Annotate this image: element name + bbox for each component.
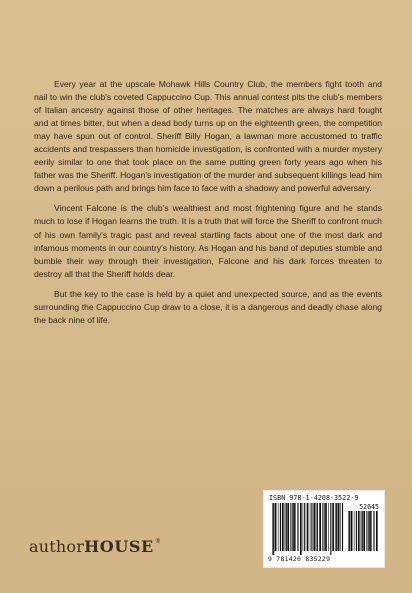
price-code: 52645 — [359, 503, 379, 511]
isbn-text: ISBN 978-1-4208-3522-9 — [269, 494, 359, 502]
publisher-logo — [29, 537, 161, 556]
addon-barcode-bars-icon — [348, 511, 378, 555]
barcode-number: 9 781420 835229 — [268, 555, 331, 563]
barcode-bars-icon — [272, 503, 344, 555]
blurb-paragraph-2: Vincent Falcone is the club's wealthiest and most frightening figure and he stands much to lose if Hogan learns the truth. It is a truth that will force the Sheriff to confront much of his own family's tragic past and reveal startling facts about one of the most dark and infamous moments in our country's history. As Hogan and his band of deputies stumble and bumble their way through their investigation, Falcone and his dark forces threaten to destroy all that the Sheriff holds dear. — [34, 203, 382, 279]
publisher-logo-part2: HOUSE — [84, 537, 154, 556]
publisher-logo-part1: author — [29, 537, 85, 556]
trademark-symbol: ® — [154, 538, 162, 545]
back-cover-blurb — [34, 78, 382, 334]
isbn-barcode — [263, 490, 385, 568]
blurb-paragraph-1: Every year at the upscale Mohawk Hills Country Club, the members fight tooth and nail to win the club's coveted Cappuccino Cup. This annual contest pits the club's members of Italian ancestry against those of other heritages. The matches are always hard fought and at times bitter, but when a dead body turns up on the eighteenth green, the competition may have spun out of control. Sheriff Billy Hogan, a lawman more accustomed to traffic accidents and trespassers than homicide investigation, is confronted with a murder mystery eerily similar to one that took place on the same putting green forty years ago when his father was the Sheriff. Hogan's investigation of the murder and subsequent killings lead him down a perilous path and brings him face to face with a shadowy and powerful adversary. — [34, 79, 382, 194]
blurb-paragraph-3: But the key to the case is held by a quiet and unexpected source, and as the events surrounding the Cappuccino Cup draw to a close, it is a dangerous and deadly chase along the back nine of life. — [34, 288, 382, 325]
